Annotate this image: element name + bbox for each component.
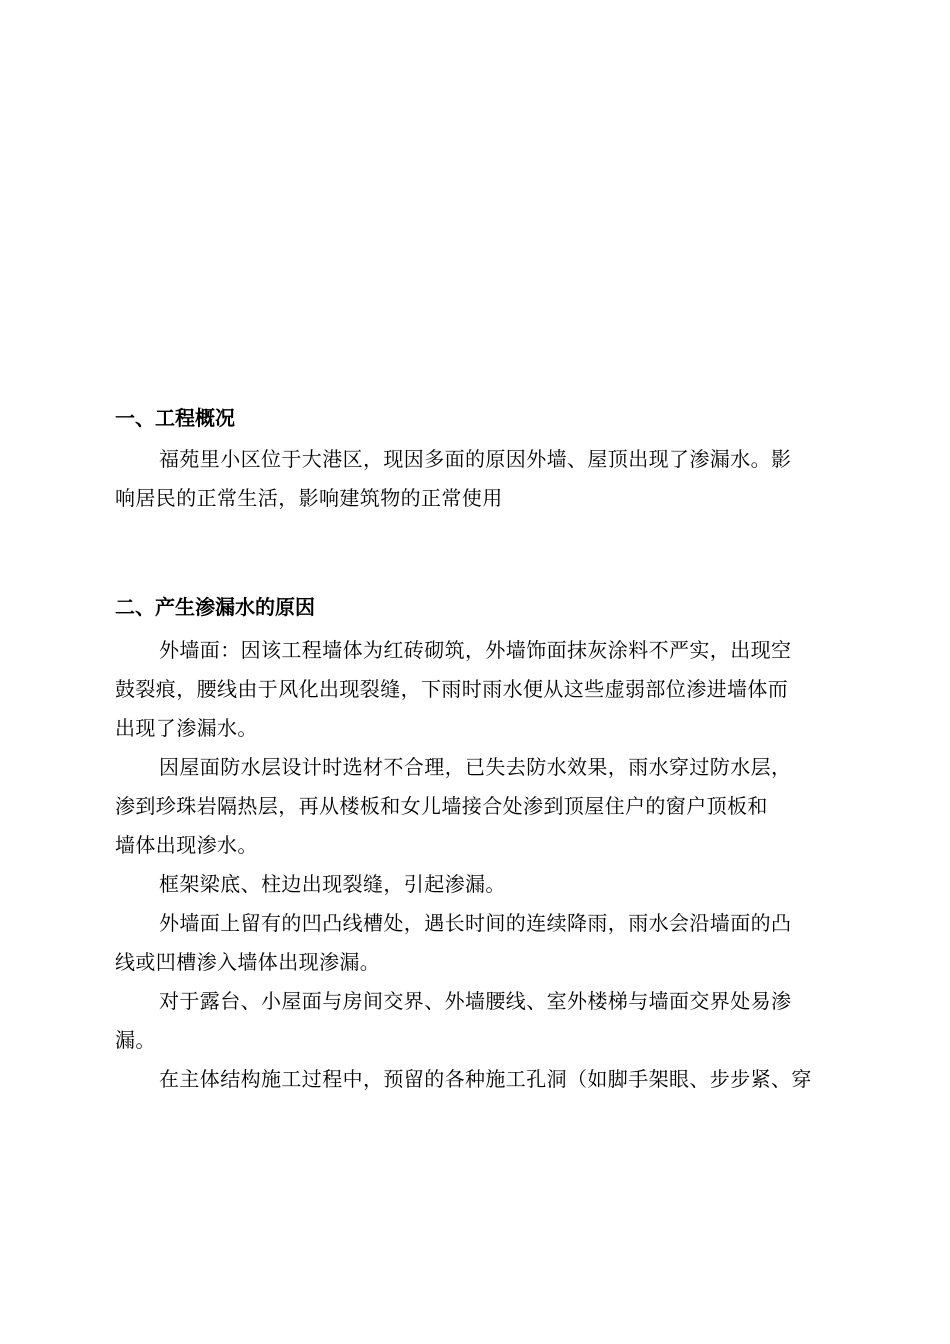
paragraph-overview bbox=[115, 440, 840, 518]
text-line: 出现了渗漏水。 bbox=[115, 716, 258, 740]
text-line: 线或凹槽渗入墙体出现渗漏。 bbox=[115, 950, 381, 974]
text-line: 鼓裂痕，腰线由于风化出现裂缝，下雨时雨水便从这些虚弱部位渗进墙体而 bbox=[115, 677, 789, 701]
text-line: 福苑里小区位于大港区，现因多面的原因外墙、屋顶出现了渗漏水。影 bbox=[159, 447, 792, 471]
paragraph-construction-holes bbox=[115, 1060, 840, 1099]
paragraph-exterior-wall bbox=[115, 631, 840, 748]
text-line: 外墙面：因该工程墙体为红砖砌筑，外墙饰面抹灰涂料不严实，出现空 bbox=[159, 638, 792, 662]
paragraph-grooves bbox=[115, 904, 840, 982]
text-line: 渗到珍珠岩隔热层，再从楼板和女儿墙接合处渗到顶屋住户的窗户顶板和 bbox=[115, 794, 768, 818]
document-body bbox=[115, 403, 840, 1099]
text-line: 漏。 bbox=[115, 1028, 156, 1052]
text-line: 框架梁底、柱边出现裂缝，引起渗漏。 bbox=[159, 872, 506, 896]
paragraph-roof-waterproofing bbox=[115, 748, 840, 865]
section-heading-causes: 二、产生渗漏水的原因 bbox=[115, 595, 315, 619]
paragraph-beam-cracks bbox=[115, 865, 840, 904]
paragraph-terrace-junctions bbox=[115, 982, 840, 1060]
section-heading-overview: 一、工程概况 bbox=[115, 406, 235, 430]
text-line: 墙体出现渗水。 bbox=[115, 833, 258, 857]
text-line: 对于露台、小屋面与房间交界、外墙腰线、室外楼梯与墙面交界处易渗 bbox=[159, 989, 792, 1013]
text-line: 因屋面防水层设计时选材不合理，已失去防水效果，雨水穿过防水层， bbox=[159, 755, 792, 779]
text-line: 响居民的正常生活，影响建筑物的正常使用 bbox=[115, 486, 503, 510]
text-line: 在主体结构施工过程中，预留的各种施工孔洞（如脚手架眼、步步紧、穿 bbox=[159, 1067, 812, 1091]
text-line: 外墙面上留有的凹凸线槽处，遇长时间的连续降雨，雨水会沿墙面的凸 bbox=[159, 911, 792, 935]
